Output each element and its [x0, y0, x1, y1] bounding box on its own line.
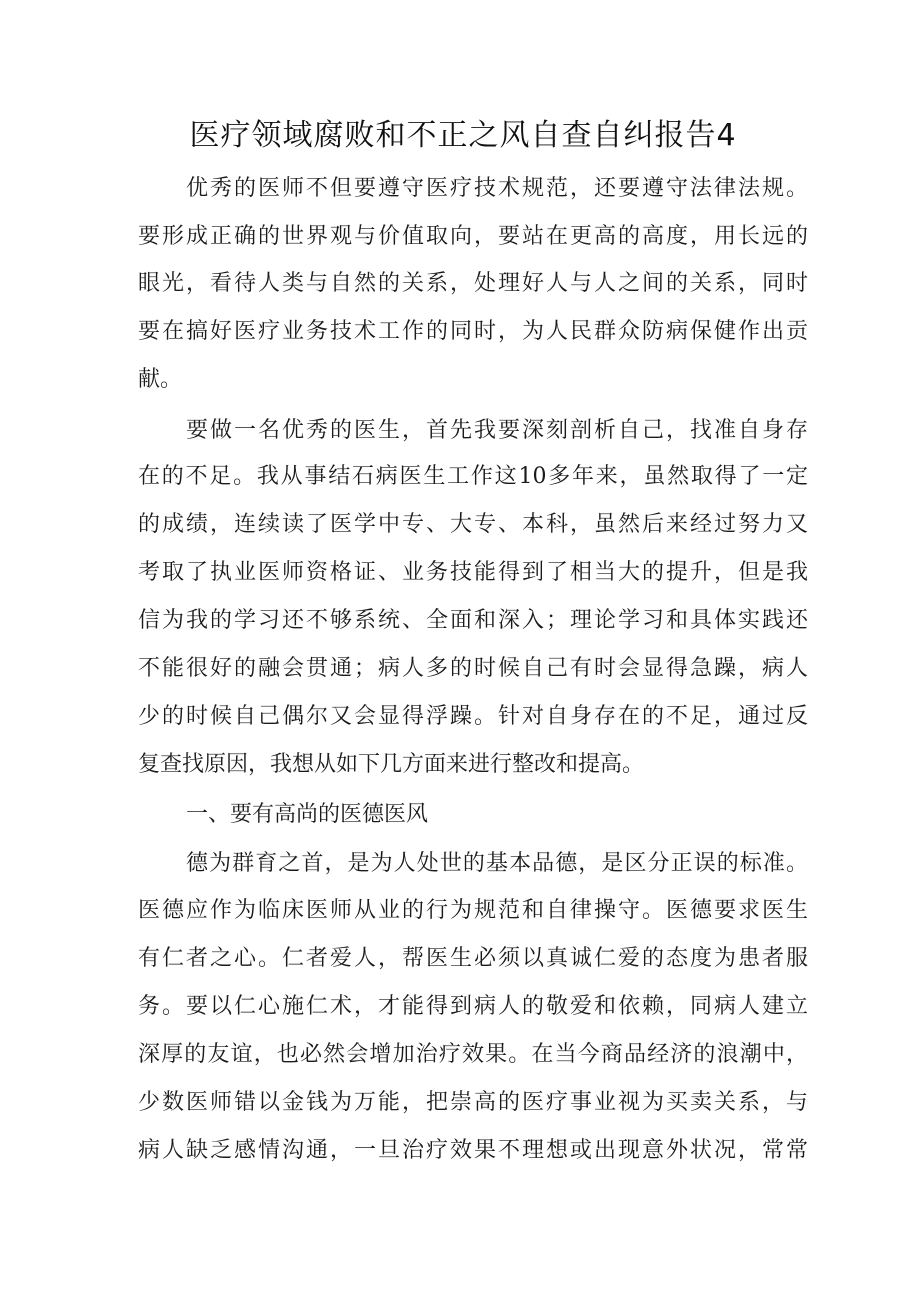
paragraph-line: 少数医师错以金钱为万能，把崇高的医疗事业视为买卖关系，与	[138, 1090, 808, 1115]
paragraph-line: 优秀的医师不但要遵守医疗技术规范，还要遵守法律法规。	[186, 176, 808, 201]
paragraph-line: 深厚的友谊，也必然会增加治疗效果。在当今商品经济的浪潮中，	[138, 1042, 808, 1067]
paragraph-line: 少的时候自己偶尔又会显得浮躁。针对自身存在的不足，通过反	[138, 704, 808, 729]
paragraph-line: 不能很好的融会贯通；病人多的时候自己有时会显得急躁，病人	[138, 656, 808, 681]
paragraph-line: 信为我的学习还不够系统、全面和深入；理论学习和具体实践还	[138, 608, 808, 633]
paragraph-line: 眼光，看待人类与自然的关系，处理好人与人之间的关系，同时	[138, 271, 808, 296]
paragraph-line: 要做一名优秀的医生，首先我要深刻剖析自己，找准自身存	[186, 418, 808, 443]
document-title: 医疗领域腐败和不正之风自查自纠报告4	[189, 118, 737, 153]
paragraph-line: 要形成正确的世界观与价值取向，要站在更高的高度，用长远的	[138, 224, 808, 249]
paragraph-line: 复查找原因，我想从如下几方面来进行整改和提高。	[138, 752, 645, 777]
paragraph-line: 考取了执业医师资格证、业务技能得到了相当大的提升，但是我	[138, 560, 808, 585]
paragraph-line: 在的不足。我从事结石病医生工作这10多年来，虽然取得了一定	[138, 464, 808, 489]
paragraph-line: 医德应作为临床医师从业的行为规范和自律操守。医德要求医生	[138, 898, 808, 923]
paragraph-line: 的成绩，连续读了医学中专、大专、本科，虽然后来经过努力又	[138, 512, 808, 537]
paragraph-line: 要在搞好医疗业务技术工作的同时，为人民群众防病保健作出贡	[138, 319, 808, 344]
paragraph-line: 务。要以仁心施仁术，才能得到病人的敬爱和依赖，同病人建立	[138, 994, 808, 1019]
section-heading: 一、要有高尚的医德医风	[186, 802, 429, 827]
paragraph-line: 有仁者之心。仁者爱人，帮医生必须以真诚仁爱的态度为患者服	[138, 946, 808, 971]
paragraph-line: 德为群育之首，是为人处世的基本品德，是区分正误的标准。	[186, 851, 808, 876]
paragraph-line: 病人缺乏感情沟通，一旦治疗效果不理想或出现意外状况，常常	[138, 1138, 808, 1163]
paragraph-line: 献。	[138, 367, 183, 392]
